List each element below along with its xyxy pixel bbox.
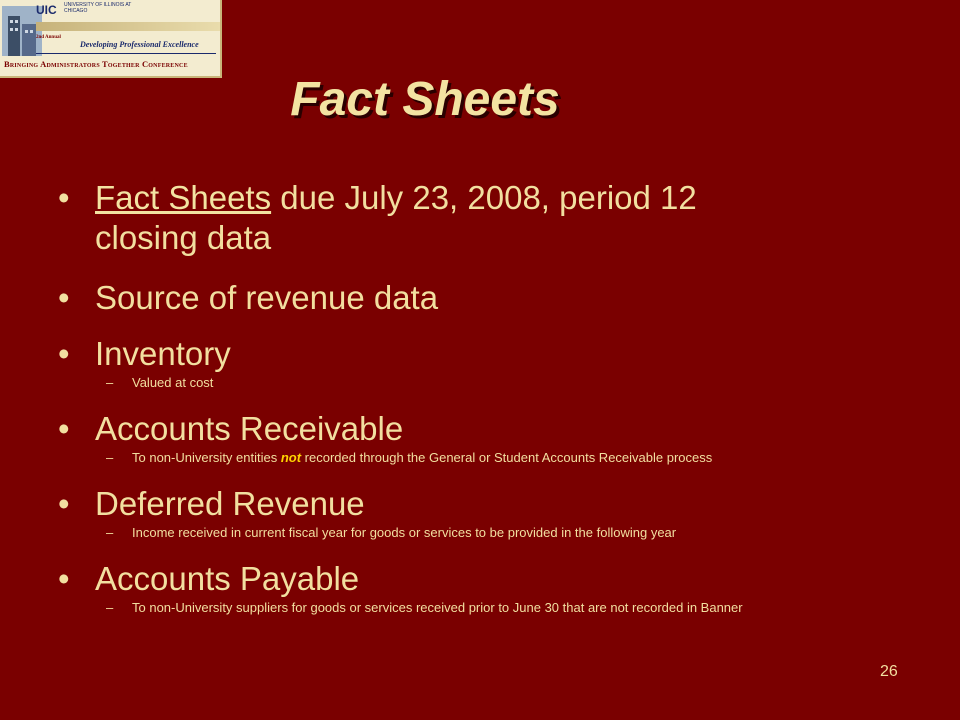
bullet-fact-sheets [58, 178, 938, 258]
logo-annual-text: 2nd Annual [36, 35, 61, 40]
bullet-text: Accounts Receivable [95, 410, 404, 447]
sub-bullet-accounts-receivable [106, 450, 938, 466]
bullet-marker: • [58, 335, 70, 372]
sub-bullet-marker: – [106, 600, 114, 615]
emphasis-not: not [280, 450, 302, 465]
bullet-text: Deferred Revenue [95, 485, 365, 522]
bullet-source-revenue [58, 278, 938, 318]
sub-bullet-inventory [106, 375, 938, 391]
conference-logo [0, 0, 222, 78]
bullet-marker: • [58, 179, 70, 216]
bullet-inventory [58, 334, 938, 374]
bullet-marker: • [58, 410, 70, 447]
sub-bullet-deferred-revenue [106, 525, 938, 541]
sub-bullet-text: Valued at cost [132, 375, 214, 390]
page-number: 26 [880, 663, 898, 680]
bullet-list [58, 178, 938, 616]
bullet-marker: • [58, 279, 70, 316]
sub-bullet-marker: – [106, 450, 114, 465]
logo-conference-name: Bringing Administrators Together Conference [4, 59, 188, 69]
bullet-marker: • [58, 485, 70, 522]
sub-bullet-accounts-payable [106, 600, 938, 616]
logo-tagline: Developing Professional Excellence [80, 40, 199, 49]
logo-rule [36, 53, 216, 54]
sub-bullet-text: To non-University suppliers for goods or services received prior to June 30 that are not recorded in Banner [132, 600, 743, 615]
slide-title: Fact Sheets [290, 73, 560, 126]
bullet-text-line2: closing data [95, 219, 272, 256]
sub-bullet-marker: – [106, 525, 114, 540]
bullet-accounts-payable [58, 559, 938, 599]
bullet-text: due July 23, 2008, period 12 [271, 179, 697, 216]
bullet-text: Inventory [95, 335, 231, 372]
sub-bullet-text: Income received in current fiscal year for goods or services to be provided in the following year [132, 525, 677, 540]
sub-bullet-text-post: recorded through the General or Student Accounts Receivable process [301, 450, 713, 465]
bullet-text: Accounts Payable [95, 560, 360, 597]
bullet-deferred-revenue [58, 484, 938, 524]
bullet-accounts-receivable [58, 409, 938, 449]
fact-sheets-link[interactable]: Fact Sheets [95, 179, 272, 216]
bullet-marker: • [58, 560, 70, 597]
logo-uic-text: UIC [36, 3, 57, 17]
bullet-text: Source of revenue data [95, 279, 439, 316]
sub-bullet-text [132, 450, 712, 466]
logo-university-text: UNIVERSITY OF ILLINOIS AT CHICAGO [64, 2, 132, 14]
logo-band [36, 22, 220, 31]
sub-bullet-text-pre: To non-University entities [132, 450, 281, 465]
sub-bullet-marker: – [106, 375, 114, 390]
